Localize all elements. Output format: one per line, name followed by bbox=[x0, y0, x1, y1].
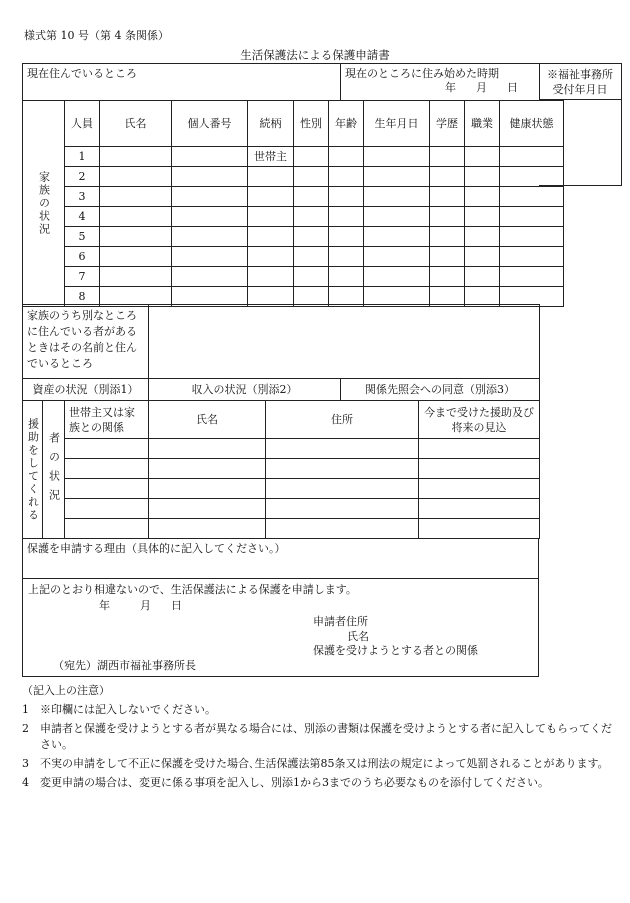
age-cell[interactable] bbox=[329, 267, 364, 287]
col-member: 人員 bbox=[65, 101, 100, 147]
support-relation-cell[interactable] bbox=[65, 479, 149, 499]
note-number: 2 bbox=[22, 722, 29, 735]
income-status[interactable]: 収入の状況（別添2） bbox=[149, 379, 341, 401]
education-cell[interactable] bbox=[430, 187, 465, 207]
support-address-cell[interactable] bbox=[266, 439, 419, 459]
note-number: 4 bbox=[22, 776, 29, 789]
name-cell[interactable] bbox=[100, 247, 172, 267]
header-table bbox=[22, 63, 540, 101]
residence-start-field[interactable] bbox=[341, 64, 540, 101]
birthdate-cell[interactable] bbox=[364, 187, 430, 207]
age-cell[interactable] bbox=[329, 207, 364, 227]
health-cell[interactable] bbox=[500, 187, 564, 207]
family-row bbox=[23, 187, 564, 207]
declaration-text: 上記のとおり相違ないので、生活保護法による保護を申請します。 bbox=[28, 583, 357, 596]
form-number: 様式第 10 号（第 4 条関係） bbox=[24, 29, 169, 42]
declaration-table bbox=[22, 578, 539, 677]
family-row bbox=[23, 267, 564, 287]
decl-year-unit: 年 bbox=[99, 599, 110, 612]
support-prospect-cell[interactable] bbox=[419, 519, 540, 539]
col-name: 氏名 bbox=[100, 101, 172, 147]
name-cell[interactable] bbox=[100, 167, 172, 187]
age-cell[interactable] bbox=[329, 227, 364, 247]
assets-status[interactable]: 資産の状況（別添1） bbox=[23, 379, 149, 401]
sex-cell[interactable] bbox=[294, 187, 329, 207]
support-name-cell[interactable] bbox=[149, 479, 266, 499]
col-occupation: 職業 bbox=[465, 101, 500, 147]
age-cell[interactable] bbox=[329, 167, 364, 187]
name-cell[interactable] bbox=[100, 147, 172, 167]
support-row bbox=[23, 459, 540, 479]
family-table bbox=[22, 100, 564, 307]
occupation-cell[interactable] bbox=[465, 147, 500, 167]
reason-label: 保護を申請する理由（具体的に記入してください。） bbox=[27, 542, 286, 555]
health-cell[interactable] bbox=[500, 147, 564, 167]
support-relation-cell[interactable] bbox=[65, 499, 149, 519]
notes-section bbox=[22, 683, 612, 794]
support-table bbox=[22, 400, 540, 539]
support-section-label-b: 者の状況 bbox=[43, 401, 65, 539]
age-cell[interactable] bbox=[329, 247, 364, 267]
decl-day-unit: 日 bbox=[171, 599, 182, 612]
family-section-label: 家族の状況 bbox=[23, 101, 65, 307]
health-cell[interactable] bbox=[500, 167, 564, 187]
declaration-date[interactable] bbox=[99, 599, 182, 613]
start-month-unit: 月 bbox=[476, 81, 487, 94]
support-section-label-a: 援助をしてくれる bbox=[23, 401, 43, 539]
name-cell[interactable] bbox=[100, 267, 172, 287]
applicant-address-label: 申請者住所 bbox=[313, 615, 368, 628]
personal-number-cell[interactable] bbox=[172, 267, 248, 287]
col-personal-number: 個人番号 bbox=[172, 101, 248, 147]
separate-family-table bbox=[22, 304, 540, 379]
relation-cell[interactable] bbox=[248, 247, 294, 267]
personal-number-cell[interactable] bbox=[172, 147, 248, 167]
support-prospect-cell[interactable] bbox=[419, 479, 540, 499]
note-item bbox=[22, 721, 612, 753]
col-birthdate: 生年月日 bbox=[364, 101, 430, 147]
applicant-name-label: 氏名 bbox=[347, 630, 369, 643]
col-education: 学歴 bbox=[430, 101, 465, 147]
col-relation: 続柄 bbox=[248, 101, 294, 147]
occupation-cell[interactable] bbox=[465, 167, 500, 187]
sex-cell[interactable] bbox=[294, 267, 329, 287]
occupation-cell[interactable] bbox=[465, 207, 500, 227]
education-cell[interactable] bbox=[430, 167, 465, 187]
reason-table bbox=[22, 538, 539, 579]
relationship-label: 保護を受けようとする者との関係 bbox=[313, 644, 478, 657]
education-cell[interactable] bbox=[430, 247, 465, 267]
member-number: 5 bbox=[65, 227, 100, 247]
education-cell[interactable] bbox=[430, 267, 465, 287]
col-support-relation: 世帯主又は家族との関係 bbox=[65, 401, 149, 439]
col-support-prospect: 今まで受けた援助及び将来の見込 bbox=[419, 401, 540, 439]
name-cell[interactable] bbox=[100, 227, 172, 247]
sex-cell[interactable] bbox=[294, 207, 329, 227]
personal-number-cell[interactable] bbox=[172, 167, 248, 187]
col-sex: 性別 bbox=[294, 101, 329, 147]
family-row bbox=[23, 147, 564, 167]
member-number: 8 bbox=[65, 287, 100, 307]
note-text: ※印欄には記入しないでください。 bbox=[40, 703, 216, 716]
relation-cell[interactable] bbox=[248, 267, 294, 287]
occupation-cell[interactable] bbox=[465, 227, 500, 247]
support-name-cell[interactable] bbox=[149, 439, 266, 459]
welfare-office-label: ※福祉事務所 bbox=[547, 68, 613, 81]
support-name-cell[interactable] bbox=[149, 499, 266, 519]
support-row bbox=[23, 439, 540, 459]
start-day-unit: 日 bbox=[507, 81, 518, 94]
residence-start-label: 現在のところに住み始めた時期 bbox=[345, 67, 499, 80]
support-address-cell[interactable] bbox=[266, 479, 419, 499]
birthdate-cell[interactable] bbox=[364, 147, 430, 167]
age-cell[interactable] bbox=[329, 187, 364, 207]
addressee: （宛先）湖西市福祉事務所長 bbox=[53, 659, 196, 672]
reason-field[interactable] bbox=[23, 539, 539, 579]
education-cell[interactable] bbox=[430, 147, 465, 167]
support-relation-cell[interactable] bbox=[65, 519, 149, 539]
family-row bbox=[23, 247, 564, 267]
birthdate-cell[interactable] bbox=[364, 247, 430, 267]
note-item bbox=[22, 756, 612, 772]
relation-cell[interactable] bbox=[248, 227, 294, 247]
occupation-cell[interactable] bbox=[465, 267, 500, 287]
inquiry-consent[interactable]: 関係先照会への同意（別添3） bbox=[341, 379, 540, 401]
family-row bbox=[23, 207, 564, 227]
col-support-address: 住所 bbox=[266, 401, 419, 439]
notes-heading: （記入上の注意） bbox=[22, 684, 110, 697]
health-cell[interactable] bbox=[500, 227, 564, 247]
support-row bbox=[23, 479, 540, 499]
relation-cell[interactable] bbox=[248, 207, 294, 227]
support-address-cell[interactable] bbox=[266, 519, 419, 539]
note-text: 変更申請の場合は、変更に係る事項を記入し、別添1から3までのうち必要なものを添付してください。 bbox=[40, 776, 549, 789]
welfare-office-receipt-box bbox=[539, 63, 622, 100]
receipt-date-label: 受付年月日 bbox=[552, 83, 608, 96]
personal-number-cell[interactable] bbox=[172, 227, 248, 247]
personal-number-cell[interactable] bbox=[172, 247, 248, 267]
separate-family-label: 家族のうち別なところに住んでいる者があるときはその名前と住んでいるところ bbox=[23, 305, 149, 379]
health-cell[interactable] bbox=[500, 267, 564, 287]
support-address-cell[interactable] bbox=[266, 459, 419, 479]
relation-cell[interactable] bbox=[248, 167, 294, 187]
support-address-cell[interactable] bbox=[266, 499, 419, 519]
declaration-box bbox=[23, 579, 539, 677]
birthdate-cell[interactable] bbox=[364, 227, 430, 247]
sex-cell[interactable] bbox=[294, 247, 329, 267]
birthdate-cell[interactable] bbox=[364, 267, 430, 287]
support-prospect-cell[interactable] bbox=[419, 499, 540, 519]
note-number: 1 bbox=[22, 703, 29, 716]
col-health: 健康状態 bbox=[500, 101, 564, 147]
form-title: 生活保護法による保護申請書 bbox=[240, 48, 390, 62]
support-row bbox=[23, 519, 540, 539]
status-table bbox=[22, 378, 540, 401]
member-number: 2 bbox=[65, 167, 100, 187]
health-cell[interactable] bbox=[500, 247, 564, 267]
note-text: 不実の申請をして不正に保護を受けた場合､生活保護法第85条又は刑法の規定によって処罰されることがあります。 bbox=[40, 757, 609, 770]
support-row bbox=[23, 499, 540, 519]
name-cell[interactable] bbox=[100, 207, 172, 227]
relation-cell[interactable]: 世帯主 bbox=[248, 147, 294, 167]
current-residence-label: 現在住んでいるところ bbox=[27, 67, 137, 80]
birthdate-cell[interactable] bbox=[364, 167, 430, 187]
sex-cell[interactable] bbox=[294, 227, 329, 247]
support-prospect-cell[interactable] bbox=[419, 459, 540, 479]
member-number: 3 bbox=[65, 187, 100, 207]
member-number: 6 bbox=[65, 247, 100, 267]
member-number: 4 bbox=[65, 207, 100, 227]
family-row bbox=[23, 227, 564, 247]
support-relation-cell[interactable] bbox=[65, 439, 149, 459]
sex-cell[interactable] bbox=[294, 147, 329, 167]
birthdate-cell[interactable] bbox=[364, 207, 430, 227]
support-relation-cell[interactable] bbox=[65, 459, 149, 479]
age-cell[interactable] bbox=[329, 147, 364, 167]
note-text: 申請者と保護を受けようとする者が異なる場合には、別添の書類は保護を受けようとする者に記入してもらってください。 bbox=[40, 722, 612, 751]
col-age: 年齢 bbox=[329, 101, 364, 147]
education-cell[interactable] bbox=[430, 207, 465, 227]
education-cell[interactable] bbox=[430, 227, 465, 247]
note-item bbox=[22, 702, 612, 718]
support-name-cell[interactable] bbox=[149, 519, 266, 539]
support-name-cell[interactable] bbox=[149, 459, 266, 479]
name-cell[interactable] bbox=[100, 187, 172, 207]
occupation-cell[interactable] bbox=[465, 247, 500, 267]
current-residence-field[interactable] bbox=[23, 64, 341, 101]
member-number: 7 bbox=[65, 267, 100, 287]
note-item bbox=[22, 775, 612, 791]
family-row bbox=[23, 167, 564, 187]
health-cell[interactable] bbox=[500, 207, 564, 227]
occupation-cell[interactable] bbox=[465, 187, 500, 207]
note-number: 3 bbox=[22, 757, 29, 770]
personal-number-cell[interactable] bbox=[172, 207, 248, 227]
decl-month-unit: 月 bbox=[140, 599, 151, 612]
relation-cell[interactable] bbox=[248, 187, 294, 207]
separate-family-field[interactable] bbox=[149, 305, 540, 379]
start-year-unit: 年 bbox=[445, 81, 456, 94]
member-number: 1 bbox=[65, 147, 100, 167]
support-prospect-cell[interactable] bbox=[419, 439, 540, 459]
col-support-name: 氏名 bbox=[149, 401, 266, 439]
sex-cell[interactable] bbox=[294, 167, 329, 187]
personal-number-cell[interactable] bbox=[172, 187, 248, 207]
